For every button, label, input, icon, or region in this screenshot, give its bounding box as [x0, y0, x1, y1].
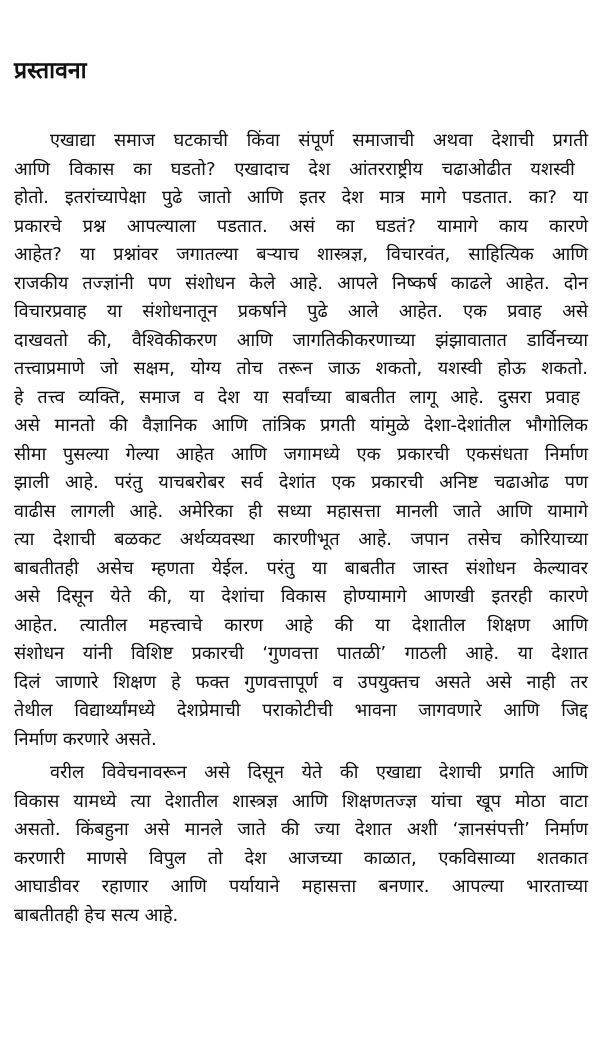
text-line: दाखवतो की, वैश्विकीकरण आणि जागतिकीकरणाच्या झंझावातात डार्विनच्या: [14, 330, 588, 351]
text-line: एखाद्या समाज घटकाची किंवा संपूर्ण समाजाची अथवा देशाची प्रगती: [50, 130, 588, 151]
text-line: असतो. किंबहुना असे मानले जाते की ज्या देशात अशी ‘ज्ञानसंपत्ती’ निर्माण: [14, 819, 588, 840]
text-line: हे तत्त्व व्यक्ति, समाज व देश या सर्वांच्या बाबतीत लागू आहे. दुसरा प्रवाह: [14, 387, 580, 408]
text-line: होतो. इतरांच्यापेक्षा पुढे जातो आणि इतर देश मात्र मागे पडतात. का? या: [14, 187, 588, 208]
text-line: सीमा पुसल्या गेल्या आहेत आणि जगामध्ये एक प्रकारची एकसंधता निर्माण: [14, 444, 588, 465]
text-line: वरील विवेचनावरून असे दिसून येते की एखाद्या देशाची प्रगति आणि: [50, 762, 588, 783]
text-line: असे दिसून येते की, या देशांचा विकास होण्यामागे आणखी इतरही कारणे: [14, 586, 588, 607]
text-line: बाबतीतही हेच सत्य आहे.: [14, 905, 179, 926]
text-line: आघाडीवर रहाणार आणि पर्यायाने महासत्ता बनणार. आपल्या भारताच्या: [14, 876, 588, 897]
text-line: आहेत. त्यातील महत्त्वाचे कारण आहे की या देशातील शिक्षण आणि: [14, 615, 588, 636]
text-line: आहेत? या प्रश्नांवर जगातल्या बऱ्याच शास्त्रज्ञ, विचारवंत, साहित्यिक आणि: [14, 244, 588, 265]
text-line: विकास यामध्ये त्या देशातील शास्त्रज्ञ आणि शिक्षणतज्ज्ञ यांचा खूप मोठा वाटा: [14, 791, 588, 812]
text-line: प्रकारचे प्रश्न आपल्याला पडतात. असं का घडतं? यामागे काय कारणे: [14, 216, 588, 237]
page-title: प्रस्तावना: [14, 58, 87, 84]
text-line: त्या देशाची बळकट अर्थव्यवस्था कारणीभूत आहे. जपान तसेच कोरियाच्या: [14, 529, 588, 550]
text-line: बाबतीतही असेच म्हणता येईल. परंतु या बाबतीत जास्त संशोधन केल्यावर: [14, 558, 588, 579]
text-line: दिलं जाणारे शिक्षण हे फक्त गुणवत्तापूर्ण व उपयुक्तच असते असे नाही तर: [14, 672, 588, 693]
text-line: निर्माण करणारे असते.: [14, 729, 157, 750]
text-line: राजकीय तज्ज्ञांनी पण संशोधन केले आहे. आपले निष्कर्ष काढले आहेत. दोन: [14, 273, 588, 294]
text-line: असे मानतो की वैज्ञानिक आणि तांत्रिक प्रगती यांमुळे देशा-देशांतील भौगोलिक: [14, 415, 588, 436]
text-line: तत्त्वाप्रमाणे जो सक्षम, योग्य तोच तरून जाऊ शकतो, यशस्वी होऊ शकतो.: [14, 358, 588, 379]
text-line: वाढीस लागली आहे. अमेरिका ही सध्या महासत्ता मानली जाते आणि यामागे: [14, 501, 588, 522]
text-line: करणारी माणसे विपुल तो देश आजच्या काळात, एकविसाव्या शतकात: [14, 848, 588, 869]
text-line: विचारप्रवाह या संशोधनातून प्रकर्षाने पुढे आले आहेत. एक प्रवाह असे: [14, 301, 588, 322]
text-line: आणि विकास का घडतो? एखादाच देश आंतरराष्ट्रीय चढाओढीत यशस्वी: [14, 159, 575, 180]
text-line: संशोधन यांनी विशिष्ट प्रकारची ‘गुणवत्ता पातळी’ गाठली आहे. या देशात: [14, 643, 588, 664]
text-line: तेथील विद्यार्थ्यांमध्ये देशप्रेमाची पराकोटीची भावना जागवणारे आणि जिद्द: [14, 700, 588, 721]
text-line: झाली आहे. परंतु याचबरोबर सर्व देशांत एक प्रकारची अनिष्ट चढाओढ पण: [14, 472, 588, 493]
